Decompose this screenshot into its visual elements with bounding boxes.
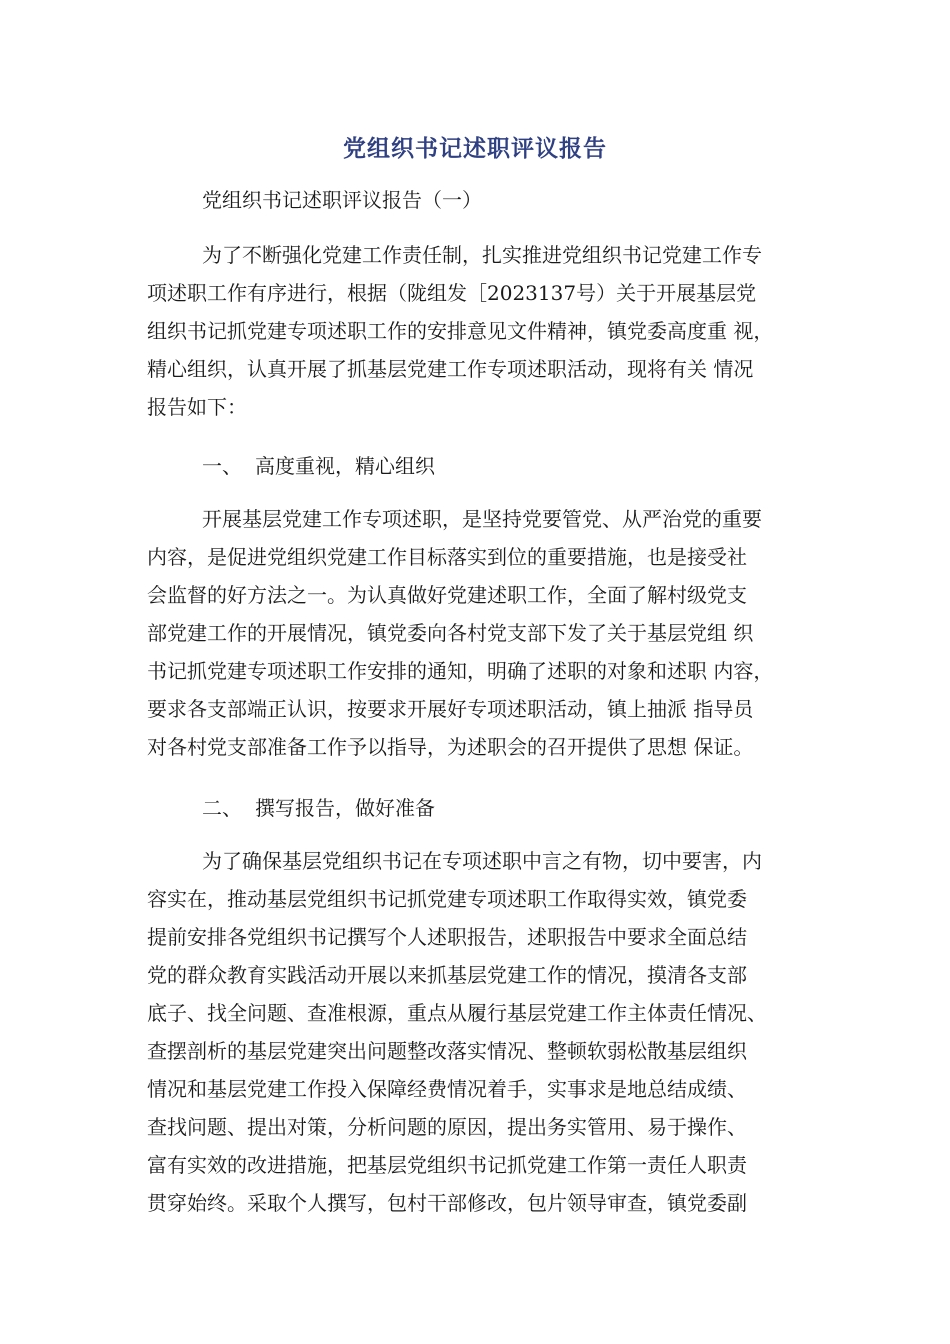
section-title: 撰写报告，做好准备: [255, 796, 435, 820]
paragraph-line: 为了不断强化党建工作责任制，扎实推进党组织书记党建工作专: [202, 243, 762, 267]
paragraph-line: 内容，是促进党组织党建工作目标落实到位的重要措施，也是接受社: [147, 545, 747, 569]
section-heading-1: [202, 452, 435, 480]
paragraph-line: 为了确保基层党组织书记在专项述职中言之有物，切中要害，内: [202, 849, 762, 873]
section-number: 二、: [202, 796, 242, 820]
paragraph-line: 项述职工作有序进行，根据（陇组发［2023137号）关于开展基层党: [147, 281, 757, 305]
paragraph-line: 情况和基层党建工作投入保障经费情况着手，实事求是地总结成绩、: [147, 1077, 747, 1101]
paragraph-line: 报告如下：: [147, 395, 247, 419]
paragraph-line: 底子、找全问题、查准根源，重点从履行基层党建工作主体责任情况、: [147, 1001, 767, 1025]
paragraph-line: 精心组织，认真开展了抓基层党建工作专项述职活动，现将有关 情况: [147, 357, 754, 381]
paragraph-line: 会监督的好方法之一。为认真做好党建述职工作，全面了解村级党支: [147, 583, 747, 607]
paragraph-line: 要求各支部端正认识，按要求开展好专项述职活动，镇上抽派 指导员: [147, 697, 754, 721]
paragraph-line: 对各村党支部准备工作予以指导，为述职会的召开提供了思想 保证。: [147, 735, 754, 759]
paragraph-line: 部党建工作的开展情况，镇党委向各村党支部下发了关于基层党组 织: [147, 621, 754, 645]
section-2-paragraph: [147, 842, 817, 1222]
document-title: 党组织书记述职评议报告: [343, 136, 607, 162]
paragraph-line: 党的群众教育实践活动开展以来抓基层党建工作的情况，摸清各支部: [147, 963, 747, 987]
paragraph-line: 查找问题、提出对策，分析问题的原因，提出务实管用、易于操作、: [147, 1115, 747, 1139]
paragraph-line: 书记抓党建专项述职工作安排的通知，明确了述职的对象和述职 内容，: [147, 659, 774, 683]
section-title: 高度重视，精心组织: [255, 454, 435, 478]
paragraph-line: 富有实效的改进措施，把基层党组织书记抓党建工作第一责任人职责: [147, 1153, 747, 1177]
report-subtitle: 党组织书记述职评议报告（一）: [202, 188, 482, 212]
section-heading-2: [202, 794, 435, 822]
paragraph-line: 容实在，推动基层党组织书记抓党建专项述职工作取得实效，镇党委: [147, 887, 747, 911]
section-number: 一、: [202, 454, 242, 478]
intro-paragraph: [147, 236, 817, 426]
paragraph-line: 开展基层党建工作专项述职，是坚持党要管党、从严治党的重要: [202, 507, 762, 531]
paragraph-line: 查摆剖析的基层党建突出问题整改落实情况、整顿软弱松散基层组织: [147, 1039, 747, 1063]
paragraph-line: 组织书记抓党建专项述职工作的安排意见文件精神，镇党委高度重 视，: [147, 319, 774, 343]
paragraph-line: 贯穿始终。采取个人撰写，包村干部修改，包片领导审查，镇党委副: [147, 1191, 747, 1215]
paragraph-line: 提前安排各党组织书记撰写个人述职报告，述职报告中要求全面总结: [147, 925, 747, 949]
section-1-paragraph: [147, 500, 817, 766]
